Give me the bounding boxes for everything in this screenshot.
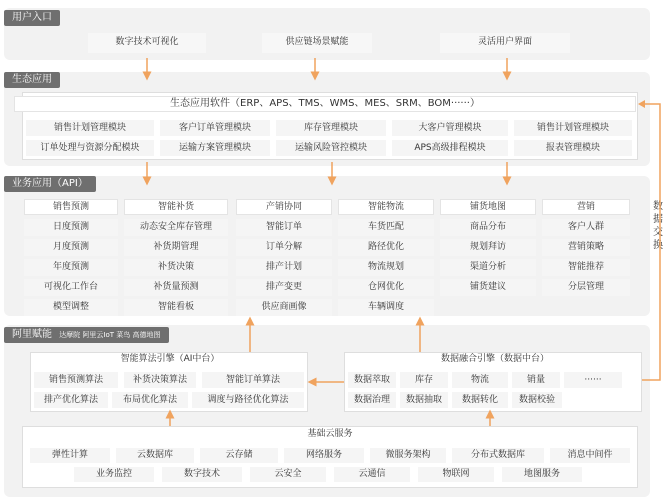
- business-item: 智能订单: [236, 219, 332, 236]
- user-entry-item: 灵活用户界面: [440, 33, 570, 53]
- business-item: 补货决策: [124, 259, 228, 276]
- business-item: 订单分解: [236, 239, 332, 256]
- business-column-title: 智能补货: [124, 199, 228, 215]
- data-engine-item: 数据治理: [348, 392, 396, 408]
- cloud-service: 云安全: [250, 467, 326, 482]
- cloud-service: 微服务架构: [370, 448, 446, 463]
- eco-apps-title: 生态应用: [4, 72, 60, 88]
- business-column-title: 智能物流: [338, 199, 434, 215]
- eco-module: 库存管理模块: [276, 120, 386, 136]
- data-engine-item: 数据萃取: [348, 372, 396, 388]
- alibaba-subtitle: 达摩院 阿里云IoT 菜鸟 高德地图: [59, 331, 161, 339]
- business-item: 车辆调度: [338, 299, 434, 316]
- cloud-service: 云数据库: [116, 448, 194, 463]
- eco-module: 销售计划管理模块: [514, 120, 632, 136]
- ai-algorithm: 销售预测算法: [34, 372, 118, 388]
- business-item: 供应商画像: [236, 299, 332, 316]
- business-item: 营销策略: [542, 239, 630, 256]
- business-item: 客户人群: [542, 219, 630, 236]
- ai-algorithm: 布局优化算法: [112, 392, 188, 408]
- data-engine-item: 库存: [400, 372, 448, 388]
- business-item: 模型调整: [24, 299, 118, 316]
- business-item: 月度预测: [24, 239, 118, 256]
- business-item: 补货量预测: [124, 279, 228, 296]
- cloud-service: 分布式数据库: [452, 448, 544, 463]
- eco-module: 大客户管理模块: [392, 120, 508, 136]
- business-item: 路径优化: [338, 239, 434, 256]
- ai-algorithm: 补货决策算法: [124, 372, 196, 388]
- business-item: 动态安全库存管理: [124, 219, 228, 236]
- eco-module: APS高级排程模块: [392, 140, 508, 156]
- cloud-service: 云通信: [334, 467, 410, 482]
- eco-module: 报表管理模块: [514, 140, 632, 156]
- cloud-title: 基础云服务: [270, 428, 390, 442]
- eco-module: 运输方案管理模块: [160, 140, 270, 156]
- business-column-title: 铺货地图: [440, 199, 536, 215]
- eco-module: 客户订单管理模块: [160, 120, 270, 136]
- cloud-service: 消息中间件: [550, 448, 630, 463]
- business-item: 铺货建议: [440, 279, 536, 296]
- eco-apps-header: 生态应用软件（ERP、APS、TMS、WMS、MES、SRM、BOM······）: [14, 96, 636, 112]
- business-column-title: 销售预测: [24, 199, 118, 215]
- alibaba-title-text: 阿里赋能: [12, 329, 52, 340]
- user-entry-item: 供应链场景赋能: [262, 33, 372, 53]
- business-item: 车货匹配: [338, 219, 434, 236]
- ai-engine-title: 智能算法引擎（AI中台）: [90, 353, 250, 368]
- data-exchange-arrowhead: [638, 100, 645, 108]
- eco-module: 运输风险管控模块: [276, 140, 386, 156]
- data-engine-item: 数据转化: [452, 392, 508, 408]
- cloud-service: 云存储: [200, 448, 278, 463]
- business-item: 排产变更: [236, 279, 332, 296]
- business-column-title: 营销: [542, 199, 630, 215]
- business-item: 可视化工作台: [24, 279, 118, 296]
- business-item: 仓网优化: [338, 279, 434, 296]
- user-entry-title: 用户入口: [4, 10, 60, 26]
- ai-algorithm: 智能订单算法: [202, 372, 304, 388]
- data-engine-item: 物流: [452, 372, 508, 388]
- cloud-service: 地图服务: [502, 467, 582, 482]
- eco-module: 订单处理与资源分配模块: [26, 140, 154, 156]
- business-column-title: 产销协同: [236, 199, 332, 215]
- ai-algorithm: 调度与路径优化算法: [192, 392, 304, 408]
- business-item: 年度预测: [24, 259, 118, 276]
- business-item: 渠道分析: [440, 259, 536, 276]
- data-exchange-label: 数据交换: [653, 201, 663, 251]
- cloud-service: 弹性计算: [30, 448, 110, 463]
- business-item: 商品分布: [440, 219, 536, 236]
- eco-module: 销售计划管理模块: [26, 120, 154, 136]
- data-engine-item: 数据校验: [512, 392, 562, 408]
- data-engine-item: 销量: [512, 372, 560, 388]
- user-entry-item: 数字技术可视化: [88, 33, 206, 53]
- data-engine-item: ······: [564, 372, 622, 388]
- data-exchange-line: [642, 104, 660, 380]
- business-title: 业务应用（API）: [4, 176, 96, 192]
- data-engine-item: 数据抽取: [400, 392, 448, 408]
- cloud-service: 物联网: [418, 467, 494, 482]
- cloud-service: 业务监控: [74, 467, 154, 482]
- cloud-service: 网络服务: [284, 448, 364, 463]
- business-item: 规划拜访: [440, 239, 536, 256]
- ai-algorithm: 排产优化算法: [34, 392, 108, 408]
- business-item: 智能推荐: [542, 259, 630, 276]
- business-item: 补货期管理: [124, 239, 228, 256]
- business-item: 分层管理: [542, 279, 630, 296]
- business-item: 日度预测: [24, 219, 118, 236]
- cloud-service: 数字技术: [162, 467, 242, 482]
- business-item: 排产计划: [236, 259, 332, 276]
- business-item: 智能看板: [124, 299, 228, 316]
- business-item: 物流规划: [338, 259, 434, 276]
- data-engine-title: 数据融合引擎（数据中台）: [410, 353, 580, 368]
